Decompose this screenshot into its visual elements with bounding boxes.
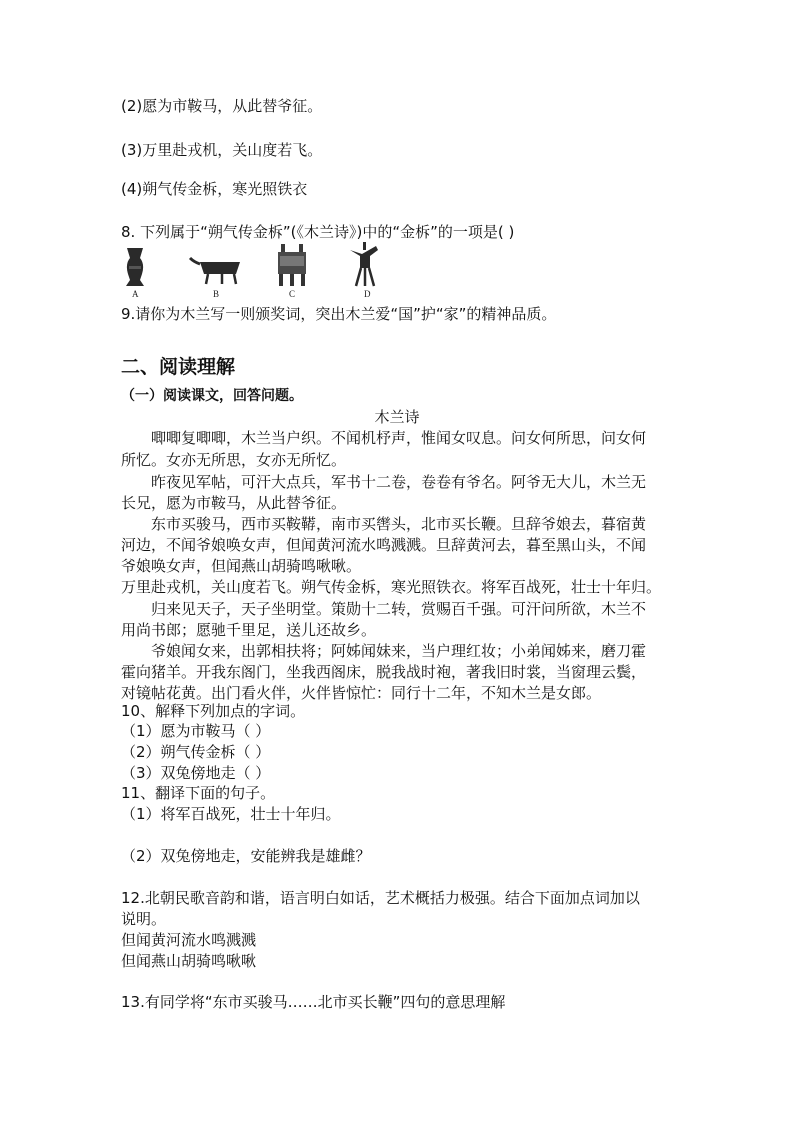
q8-stem: 8. 下列属于“朔气传金柝”(《木兰诗》)中的“金柝”的一项是( ): [121, 223, 515, 241]
poem-line: 爷娘唤女声，但闻燕山胡骑鸣啾啾。: [121, 557, 362, 575]
q12-example: 但闻燕山胡骑鸣啾啾: [121, 952, 257, 970]
poem-line: 爷娘闻女来，出郭相扶将；阿姊闻妹来，当户理红妆；小弟闻姊来，磨刀霍: [151, 642, 647, 660]
poem-line: 万里赴戎机，关山度若飞。朔气传金柝，寒光照铁衣。将军百战死，壮士十年归。: [121, 578, 662, 596]
q12-example: 但闻黄河流水鸣溅溅: [121, 931, 257, 949]
poem-line: 用尚书郎；愿驰千里足，送儿还故乡。: [121, 621, 377, 639]
q11-item: （1）将军百战死，壮士十年归。: [121, 805, 341, 823]
q11-item: （2）双兔傍地走，安能辨我是雄雌？: [121, 847, 371, 865]
poem-line: 所忆。女亦无所思，女亦无所忆。: [121, 451, 347, 469]
ding-cauldron-icon: [275, 242, 309, 288]
q10-item: （2）朔气传金柝（ ）: [121, 743, 271, 761]
q10-item: （3）双兔傍地走（ ）: [121, 764, 271, 782]
poem-line: 归来见天子，天子坐明堂。策勋十二转，赏赐百千强。可汗问所欲，木兰不: [151, 600, 647, 618]
q12-stem: 12.北朝民歌音韵和谐，语言明白如话，艺术概括力极强。结合下面加点词加以: [121, 889, 640, 907]
zun-vessel-icon: [118, 246, 152, 288]
poem-line: 唧唧复唧唧，木兰当户织。不闻机杼声，惟闻女叹息。问女何所思，问女何: [151, 429, 647, 447]
q11-stem: 11、翻译下面的句子。: [121, 784, 276, 802]
q12-stem: 说明。: [121, 910, 167, 928]
poem-line: 对镜帖花黄。出门看火伴，火伴皆惊忙：同行十二年，不知木兰是女郎。: [121, 684, 602, 702]
tripod-pan-icon: [188, 252, 244, 286]
poem-title: 木兰诗: [374, 408, 420, 426]
subsection-heading: （一）阅读课文，回答问题。: [121, 388, 303, 404]
q10-item: （1）愿为市鞍马（ ）: [121, 722, 271, 740]
poem-line: 昨夜见军帖，可汗大点兵，军书十二卷，卷卷有爷名。阿爷无大儿，木兰无: [151, 473, 647, 491]
option-c-label: C: [289, 289, 296, 299]
section-heading: 二、阅读理解: [121, 356, 236, 378]
jue-vessel-icon: [348, 240, 382, 288]
poem-line: 霍向猪羊。开我东阁门，坐我西阁床，脱我战时袍，著我旧时裳，当窗理云鬓，: [121, 663, 647, 681]
q7-item-3: (3)万里赴戎机，关山度若飞。: [121, 141, 323, 159]
option-d-label: D: [364, 289, 371, 299]
q9-stem: 9.请你为木兰写一则颁奖词，突出木兰爱“国”护“家”的精神品质。: [121, 305, 557, 323]
q7-item-2: (2)愿为市鞍马，从此替爷征。: [121, 97, 323, 115]
q10-stem: 10、解释下列加点的字词。: [121, 702, 306, 720]
q7-item-4: (4)朔气传金柝，寒光照铁衣: [121, 180, 308, 198]
option-b-label: B: [213, 289, 220, 299]
poem-line: 长兄，愿为市鞍马，从此替爷征。: [121, 494, 347, 512]
poem-line: 河边，不闻爷娘唤女声，但闻黄河流水鸣溅溅。旦辞黄河去，暮至黑山头，不闻: [121, 536, 647, 554]
option-a-label: A: [132, 289, 139, 299]
q13-stem: 13.有同学将“东市买骏马……北市买长鞭”四句的意思理解: [121, 993, 506, 1011]
poem-line: 东市买骏马，西市买鞍鞯，南市买辔头，北市买长鞭。旦辞爷娘去，暮宿黄: [151, 515, 647, 533]
